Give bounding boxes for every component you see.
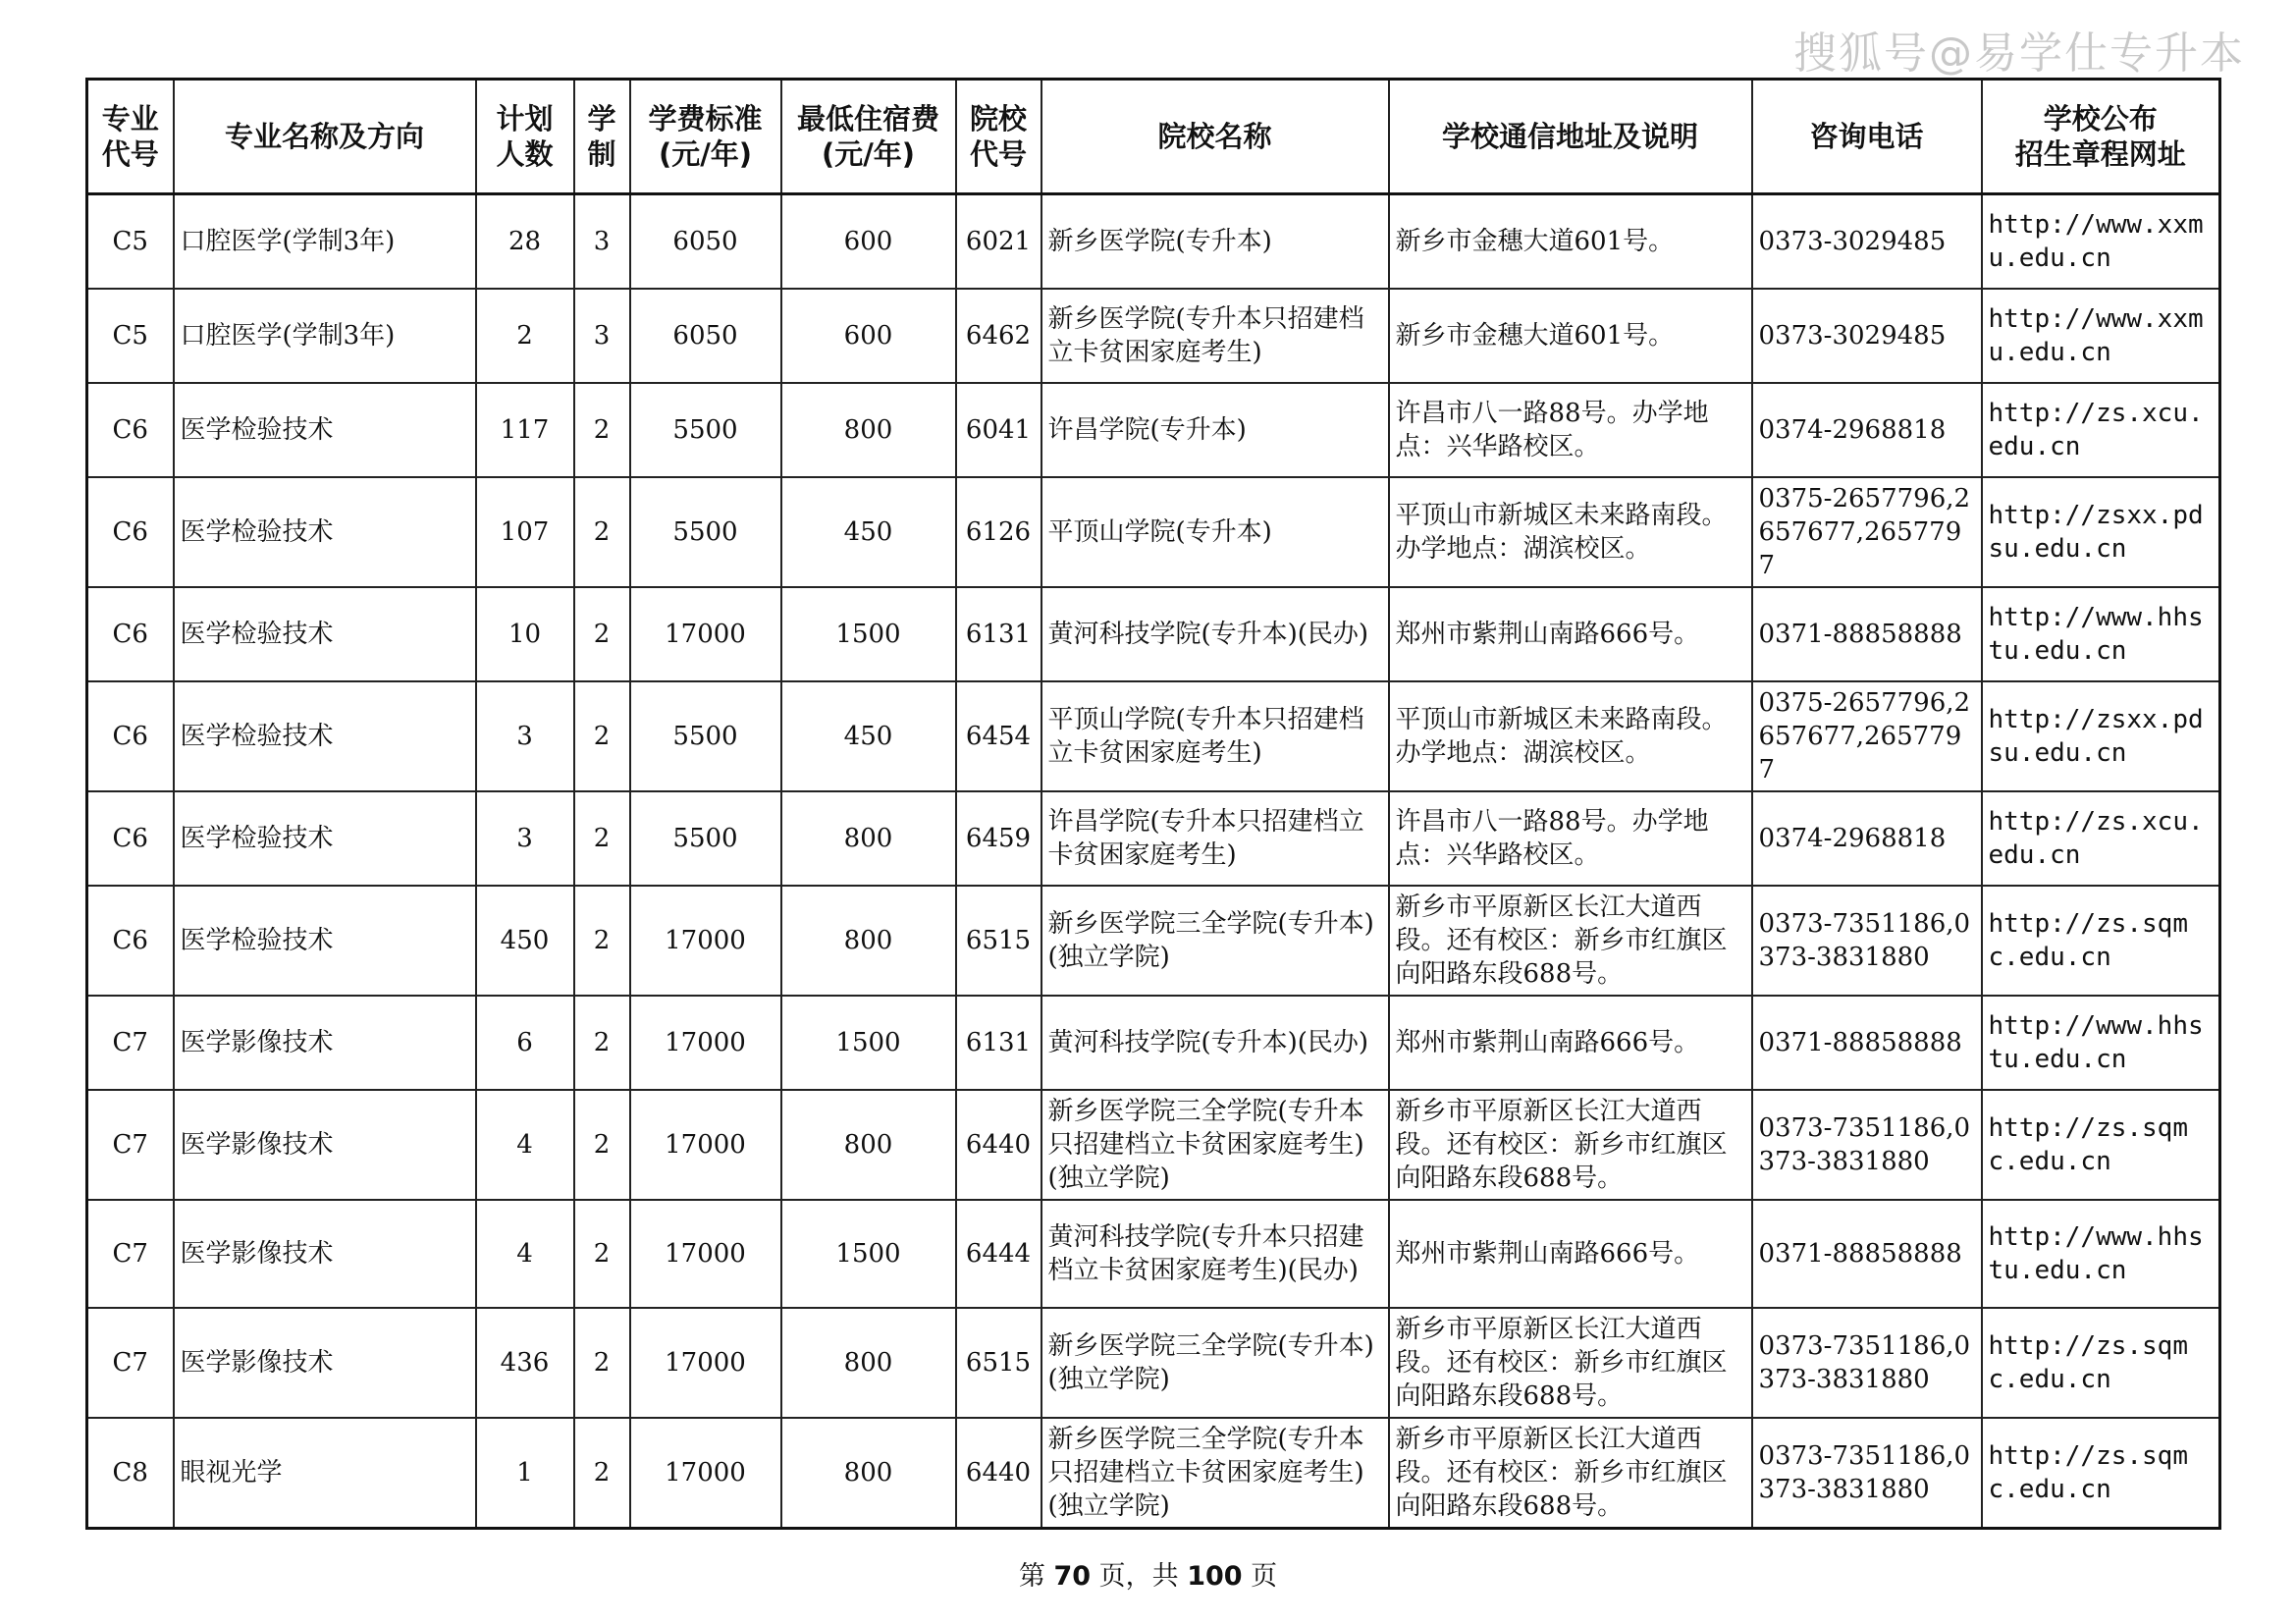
cell-phone: 0371-88858888 xyxy=(1752,1200,1982,1308)
cell-plan-count: 450 xyxy=(476,886,574,996)
cell-address: 新乡市平原新区长江大道西段。还有校区：新乡市红旗区向阳路东段688号。 xyxy=(1389,886,1752,996)
table-header-row xyxy=(87,80,2220,194)
cell-plan-count: 3 xyxy=(476,791,574,886)
cell-major-name: 医学检验技术 xyxy=(174,791,476,886)
header-address: 学校通信地址及说明 xyxy=(1389,80,1752,194)
cell-school-name: 平顶山学院(专升本只招建档立卡贫困家庭考生) xyxy=(1041,681,1389,791)
table-row xyxy=(87,289,2220,383)
cell-website[interactable]: http://www.xxmu.edu.cn xyxy=(1982,289,2220,383)
cell-website[interactable]: http://zs.sqmc.edu.cn xyxy=(1982,1090,2220,1200)
cell-duration: 2 xyxy=(574,1090,630,1200)
cell-major-name: 医学检验技术 xyxy=(174,681,476,791)
cell-address: 许昌市八一路88号。办学地点：兴华路校区。 xyxy=(1389,383,1752,477)
cell-major-name: 医学影像技术 xyxy=(174,1308,476,1418)
cell-school-code: 6459 xyxy=(956,791,1041,886)
cell-plan-count: 28 xyxy=(476,194,574,290)
cell-plan-count: 6 xyxy=(476,996,574,1090)
cell-lodging-fee: 450 xyxy=(781,477,956,587)
cell-major-code: C6 xyxy=(87,587,174,681)
header-duration: 学 制 xyxy=(574,80,630,194)
header-major-name: 专业名称及方向 xyxy=(174,80,476,194)
cell-lodging-fee: 600 xyxy=(781,194,956,290)
cell-major-name: 医学影像技术 xyxy=(174,1090,476,1200)
cell-phone: 0373-7351186,0373-3831880 xyxy=(1752,1308,1982,1418)
cell-duration: 2 xyxy=(574,1200,630,1308)
cell-duration: 2 xyxy=(574,681,630,791)
cell-school-code: 6515 xyxy=(956,886,1041,996)
cell-duration: 2 xyxy=(574,383,630,477)
cell-address: 郑州市紫荆山南路666号。 xyxy=(1389,1200,1752,1308)
cell-phone: 0373-7351186,0373-3831880 xyxy=(1752,1418,1982,1529)
page-footer xyxy=(0,1554,2296,1593)
cell-major-name: 医学影像技术 xyxy=(174,996,476,1090)
header-phone: 咨询电话 xyxy=(1752,80,1982,194)
header-website: 学校公布 招生章程网址 xyxy=(1982,80,2220,194)
cell-major-code: C6 xyxy=(87,886,174,996)
current-page-number: 70 xyxy=(1053,1561,1092,1592)
cell-lodging-fee: 600 xyxy=(781,289,956,383)
cell-lodging-fee: 1500 xyxy=(781,1200,956,1308)
cell-school-name: 黄河科技学院(专升本只招建档立卡贫困家庭考生)(民办) xyxy=(1041,1200,1389,1308)
cell-major-name: 口腔医学(学制3年) xyxy=(174,194,476,290)
watermark: 搜狐号@易学仕专升本 xyxy=(1793,28,2245,79)
cell-major-code: C6 xyxy=(87,681,174,791)
cell-major-code: C6 xyxy=(87,477,174,587)
cell-website[interactable]: http://zsxx.pdsu.edu.cn xyxy=(1982,681,2220,791)
cell-address: 新乡市平原新区长江大道西段。还有校区：新乡市红旗区向阳路东段688号。 xyxy=(1389,1308,1752,1418)
cell-major-name: 口腔医学(学制3年) xyxy=(174,289,476,383)
cell-school-name: 黄河科技学院(专升本)(民办) xyxy=(1041,996,1389,1090)
admissions-table xyxy=(85,78,2221,1530)
cell-lodging-fee: 450 xyxy=(781,681,956,791)
cell-major-name: 眼视光学 xyxy=(174,1418,476,1529)
cell-website[interactable]: http://www.xxmu.edu.cn xyxy=(1982,194,2220,290)
cell-major-name: 医学检验技术 xyxy=(174,587,476,681)
cell-phone: 0374-2968818 xyxy=(1752,383,1982,477)
header-school-name: 院校名称 xyxy=(1041,80,1389,194)
cell-tuition: 5500 xyxy=(630,791,781,886)
cell-tuition: 17000 xyxy=(630,1090,781,1200)
cell-tuition: 5500 xyxy=(630,383,781,477)
cell-duration: 2 xyxy=(574,886,630,996)
cell-school-name: 新乡医学院(专升本只招建档立卡贫困家庭考生) xyxy=(1041,289,1389,383)
table-row xyxy=(87,791,2220,886)
cell-major-name: 医学检验技术 xyxy=(174,886,476,996)
cell-plan-count: 10 xyxy=(476,587,574,681)
table-row xyxy=(87,1200,2220,1308)
table-row xyxy=(87,996,2220,1090)
cell-duration: 2 xyxy=(574,1418,630,1529)
cell-phone: 0371-88858888 xyxy=(1752,587,1982,681)
cell-website[interactable]: http://zs.sqmc.edu.cn xyxy=(1982,1418,2220,1529)
table-row xyxy=(87,1418,2220,1529)
cell-major-code: C5 xyxy=(87,194,174,290)
footer-suffix: 页 xyxy=(1242,1561,1278,1592)
cell-major-code: C8 xyxy=(87,1418,174,1529)
cell-duration: 2 xyxy=(574,791,630,886)
cell-school-name: 新乡医学院三全学院(专升本只招建档立卡贫困家庭考生)(独立学院) xyxy=(1041,1418,1389,1529)
cell-tuition: 17000 xyxy=(630,1308,781,1418)
cell-tuition: 17000 xyxy=(630,1418,781,1529)
cell-address: 郑州市紫荆山南路666号。 xyxy=(1389,996,1752,1090)
table-row xyxy=(87,886,2220,996)
cell-school-name: 新乡医学院三全学院(专升本)(独立学院) xyxy=(1041,886,1389,996)
cell-school-code: 6131 xyxy=(956,587,1041,681)
cell-address: 许昌市八一路88号。办学地点：兴华路校区。 xyxy=(1389,791,1752,886)
cell-major-code: C6 xyxy=(87,383,174,477)
cell-phone: 0374-2968818 xyxy=(1752,791,1982,886)
cell-duration: 3 xyxy=(574,194,630,290)
cell-lodging-fee: 1500 xyxy=(781,996,956,1090)
cell-address: 新乡市平原新区长江大道西段。还有校区：新乡市红旗区向阳路东段688号。 xyxy=(1389,1418,1752,1529)
cell-major-name: 医学检验技术 xyxy=(174,477,476,587)
cell-lodging-fee: 800 xyxy=(781,1418,956,1529)
cell-plan-count: 107 xyxy=(476,477,574,587)
cell-plan-count: 3 xyxy=(476,681,574,791)
table-row xyxy=(87,194,2220,290)
cell-website[interactable]: http://www.hhstu.edu.cn xyxy=(1982,587,2220,681)
cell-plan-count: 4 xyxy=(476,1090,574,1200)
cell-phone: 0373-7351186,0373-3831880 xyxy=(1752,1090,1982,1200)
cell-school-name: 平顶山学院(专升本) xyxy=(1041,477,1389,587)
table-row xyxy=(87,383,2220,477)
cell-phone: 0371-88858888 xyxy=(1752,996,1982,1090)
cell-school-name: 许昌学院(专升本) xyxy=(1041,383,1389,477)
footer-prefix: 第 xyxy=(1018,1561,1054,1592)
cell-school-name: 新乡医学院(专升本) xyxy=(1041,194,1389,290)
cell-website[interactable]: http://zs.xcu.edu.cn xyxy=(1982,383,2220,477)
cell-major-name: 医学影像技术 xyxy=(174,1200,476,1308)
cell-website[interactable]: http://zs.sqmc.edu.cn xyxy=(1982,886,2220,996)
cell-address: 新乡市金穗大道601号。 xyxy=(1389,289,1752,383)
cell-lodging-fee: 800 xyxy=(781,886,956,996)
cell-phone: 0373-7351186,0373-3831880 xyxy=(1752,886,1982,996)
cell-phone: 0373-3029485 xyxy=(1752,194,1982,290)
cell-school-code: 6462 xyxy=(956,289,1041,383)
cell-website[interactable]: http://zs.sqmc.edu.cn xyxy=(1982,1308,2220,1418)
header-tuition: 学费标准 (元/年) xyxy=(630,80,781,194)
cell-school-code: 6440 xyxy=(956,1418,1041,1529)
cell-school-name: 许昌学院(专升本只招建档立卡贫困家庭考生) xyxy=(1041,791,1389,886)
cell-school-code: 6021 xyxy=(956,194,1041,290)
cell-school-code: 6131 xyxy=(956,996,1041,1090)
cell-major-name: 医学检验技术 xyxy=(174,383,476,477)
cell-duration: 3 xyxy=(574,289,630,383)
cell-duration: 2 xyxy=(574,477,630,587)
cell-school-code: 6515 xyxy=(956,1308,1041,1418)
cell-tuition: 5500 xyxy=(630,681,781,791)
header-school-code: 院校 代号 xyxy=(956,80,1041,194)
cell-plan-count: 117 xyxy=(476,383,574,477)
cell-tuition: 17000 xyxy=(630,1200,781,1308)
cell-major-code: C6 xyxy=(87,791,174,886)
cell-school-code: 6454 xyxy=(956,681,1041,791)
cell-website[interactable]: http://www.hhstu.edu.cn xyxy=(1982,1200,2220,1308)
cell-major-code: C7 xyxy=(87,996,174,1090)
cell-website[interactable]: http://www.hhstu.edu.cn xyxy=(1982,996,2220,1090)
cell-address: 平顶山市新城区未来路南段。办学地点：湖滨校区。 xyxy=(1389,477,1752,587)
table-row xyxy=(87,681,2220,791)
cell-duration: 2 xyxy=(574,996,630,1090)
cell-lodging-fee: 800 xyxy=(781,383,956,477)
cell-lodging-fee: 800 xyxy=(781,791,956,886)
cell-address: 郑州市紫荆山南路666号。 xyxy=(1389,587,1752,681)
total-page-count: 100 xyxy=(1187,1561,1243,1592)
cell-duration: 2 xyxy=(574,1308,630,1418)
cell-school-code: 6041 xyxy=(956,383,1041,477)
cell-plan-count: 4 xyxy=(476,1200,574,1308)
cell-school-code: 6126 xyxy=(956,477,1041,587)
cell-school-name: 新乡医学院三全学院(专升本)(独立学院) xyxy=(1041,1308,1389,1418)
cell-phone: 0373-3029485 xyxy=(1752,289,1982,383)
cell-phone: 0375-2657796,2657677,2657797 xyxy=(1752,477,1982,587)
cell-tuition: 17000 xyxy=(630,996,781,1090)
cell-address: 新乡市金穗大道601号。 xyxy=(1389,194,1752,290)
cell-address: 平顶山市新城区未来路南段。办学地点：湖滨校区。 xyxy=(1389,681,1752,791)
cell-lodging-fee: 800 xyxy=(781,1308,956,1418)
header-major-code: 专业 代号 xyxy=(87,80,174,194)
cell-major-code: C5 xyxy=(87,289,174,383)
cell-tuition: 17000 xyxy=(630,886,781,996)
cell-lodging-fee: 800 xyxy=(781,1090,956,1200)
table-row xyxy=(87,1090,2220,1200)
table-row xyxy=(87,477,2220,587)
cell-school-code: 6440 xyxy=(956,1090,1041,1200)
cell-tuition: 6050 xyxy=(630,289,781,383)
cell-plan-count: 2 xyxy=(476,289,574,383)
table-body xyxy=(87,194,2220,1529)
cell-duration: 2 xyxy=(574,587,630,681)
footer-middle: 页，共 xyxy=(1091,1561,1188,1592)
cell-website[interactable]: http://zsxx.pdsu.edu.cn xyxy=(1982,477,2220,587)
cell-plan-count: 436 xyxy=(476,1308,574,1418)
cell-address: 新乡市平原新区长江大道西段。还有校区：新乡市红旗区向阳路东段688号。 xyxy=(1389,1090,1752,1200)
cell-plan-count: 1 xyxy=(476,1418,574,1529)
cell-tuition: 17000 xyxy=(630,587,781,681)
cell-tuition: 5500 xyxy=(630,477,781,587)
cell-school-name: 新乡医学院三全学院(专升本只招建档立卡贫困家庭考生)(独立学院) xyxy=(1041,1090,1389,1200)
cell-major-code: C7 xyxy=(87,1200,174,1308)
cell-tuition: 6050 xyxy=(630,194,781,290)
cell-major-code: C7 xyxy=(87,1308,174,1418)
header-plan-count: 计划 人数 xyxy=(476,80,574,194)
cell-lodging-fee: 1500 xyxy=(781,587,956,681)
header-lodging-fee: 最低住宿费 (元/年) xyxy=(781,80,956,194)
cell-school-name: 黄河科技学院(专升本)(民办) xyxy=(1041,587,1389,681)
cell-phone: 0375-2657796,2657677,2657797 xyxy=(1752,681,1982,791)
cell-website[interactable]: http://zs.xcu.edu.cn xyxy=(1982,791,2220,886)
table-row xyxy=(87,587,2220,681)
cell-major-code: C7 xyxy=(87,1090,174,1200)
cell-school-code: 6444 xyxy=(956,1200,1041,1308)
table-row xyxy=(87,1308,2220,1418)
